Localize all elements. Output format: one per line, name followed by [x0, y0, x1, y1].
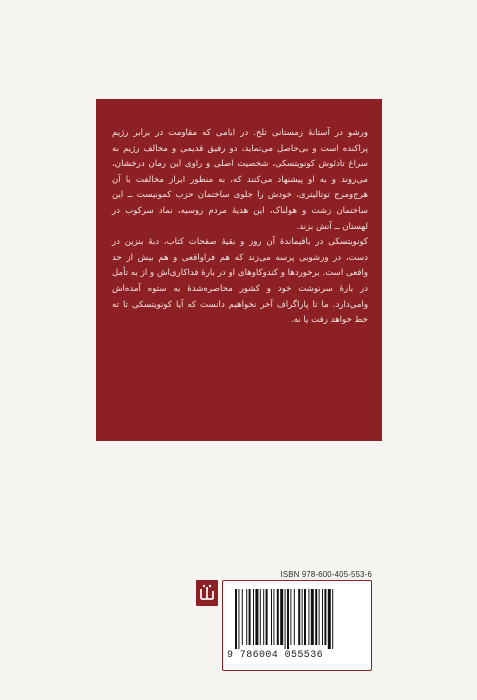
barcode-bar — [294, 589, 295, 645]
barcode — [233, 589, 361, 649]
synopsis-paragraph-2: کونویتسکی در باقیماندهٔ آن روز و بقیهٔ صفحات کتاب، دبهٔ بنزین در دست، در ورشوبی پرسه می‌زند که هم فراواقعی و هم بیش از حد واقعی است. برخوردها و کندوکاوهای او در بارهٔ فداکاری‌اش و از به تأمل در بارهٔ سرنوشت خود و کشور محاصره‌شده‌ٔ به ستوه آمده‌اش وامی‌دارد. ما تا پاراگراف آخر نخواهیم دانست که آیا کونویتسکی تا ته خط خواهد رفت یا نه. — [112, 237, 368, 326]
barcode-bar — [238, 589, 239, 649]
barcode-bar — [249, 589, 251, 645]
barcode-bar — [298, 589, 300, 645]
barcode-bar — [235, 589, 237, 649]
barcode-bar — [290, 589, 291, 645]
barcode-bar — [315, 589, 317, 645]
isbn-number: ISBN 978-600-405-553-6 — [280, 570, 372, 579]
barcode-bar — [332, 589, 333, 649]
synopsis-panel — [96, 99, 382, 441]
publisher-logo-glyph — [198, 583, 216, 603]
barcode-bar — [266, 589, 268, 645]
synopsis-paragraph-1: ورشو در آستانهٔ زمستانی تلخ. در ایامی که مقاومت در برابر رژیم پراکنده است و بی‌حاصل می‌نماید، دو رفیق قدیمی و مخالف رژیم به سراغ تادئوش کونویتسکی، شخصیت اصلی و راوی این رمان درخشان، می‌روند و به او پیشنهاد می‌کنند که، به منظور ابراز مخالفت با آن هرج‌ومرج توتالیتری، خودش را جلوی ساختمان حزب کمونیست ــ این ساختمان زشت و هولناک، این هدیهٔ مردم روسیه، نماد سرکوب در لهستان ــ آتش بزند. — [112, 128, 368, 232]
barcode-bar — [304, 589, 306, 645]
barcode-bar — [324, 589, 326, 645]
barcode-bar — [277, 589, 279, 645]
barcode-bar — [280, 589, 283, 645]
barcode-bar — [246, 589, 247, 645]
publisher-logo-icon — [196, 580, 218, 606]
barcode-bar — [273, 589, 274, 645]
barcode-bar — [302, 589, 303, 645]
barcode-bar — [328, 589, 331, 649]
barcode-bar — [263, 589, 264, 645]
barcode-bar — [322, 589, 323, 645]
barcode-bar — [253, 589, 254, 645]
isbn-block — [196, 570, 372, 672]
synopsis-text — [112, 126, 368, 329]
barcode-digits: 9 786004 055536 — [227, 650, 324, 661]
barcode-bar — [308, 589, 309, 645]
barcode-bar — [311, 589, 314, 645]
barcode-bar — [271, 589, 272, 645]
barcode-bar — [319, 589, 320, 645]
barcode-bar — [285, 589, 286, 649]
barcode-bar — [242, 589, 243, 645]
barcode-frame — [222, 580, 372, 671]
barcode-bar — [287, 589, 289, 649]
barcode-bar — [255, 589, 258, 645]
barcode-bar — [260, 589, 261, 645]
